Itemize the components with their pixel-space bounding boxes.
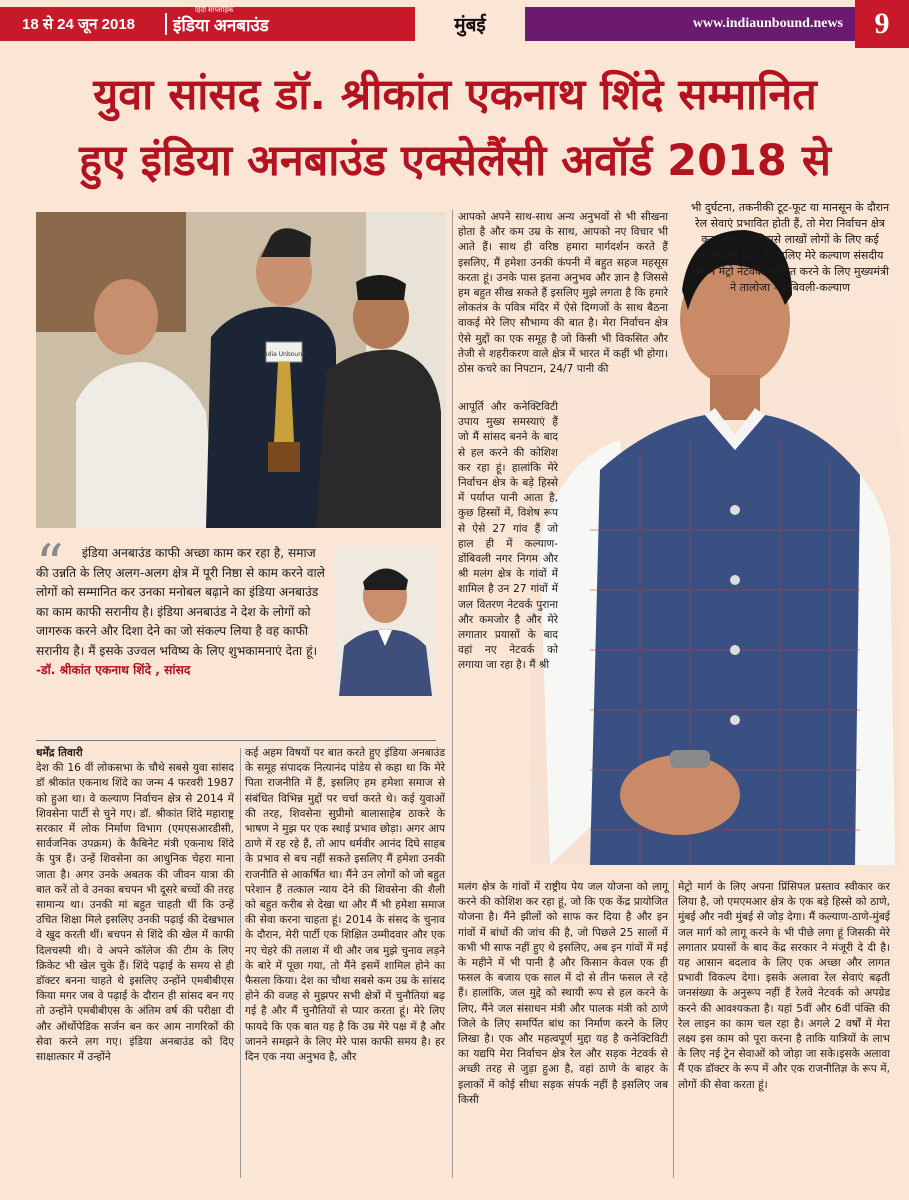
headline: [20, 62, 890, 194]
article-column-3-narrow: आपूर्ति और कनेक्टिविटी उपाय मुख्य समस्याएं हैं जो मैं सांसद बनने के बाद से हल करने की कोशिश कर रहा हूं। हालांकि मेरे निर्वाचन क्षेत्र के बड़े हिस्से में पर्याप्त पानी आता है, कुछ हिस्सों में, विशेष रूप से ऐसे 27 गांव हैं जो हाल ही में कल्याण-डोंबिवली नगर निगम और श्री मलंग क्षेत्र के गांवों में शामिल है उन 27 गांवों में जल वितरण नेटवर्क पुराना और कमजोर है और मेरे लगातार प्रयासों के बाद वहां नए नेटवर्क को लगाया जा रहा है। मैं श्री: [458, 401, 558, 672]
city-label: मुंबई: [415, 0, 525, 48]
page-number: 9: [855, 0, 909, 48]
article-column-3-bottom: मलंग क्षेत्र के गांवों में राष्ट्रीय पेय जल योजना को लागू करने की कोशिश कर रहा हूं, जो कि एक केंद्र प्रायोजित योजना है। मैंने झीलों को साफ कर दिया है और इन गांवों में बांधों की जांच की है, जो पिछले 25 सालों में कभी भी साफ नहीं हुए थे इसलिए, अब इन गांवों में मई के महीने में भी पानी है और किसान केवल एक ही फसल के बजाय एक साल में दो से तीन फसल ले रहे हैं। हालांकि, जल मुद्दे को स्थायी रूप से हल करने के लिए, मैंने जल संसाधन मंत्री और पालक मंत्री को ठाणे जिले के लिए समर्पित बांध का निर्माण करने के लिए लिखा है। एक और महत्वपूर्ण मुद्दा यह है कनेक्टिविटी का यद्यपि मेरा निर्वाचन क्षेत्र रेल और सड़क नेटवर्क से अच्छी तरह से जुड़ा हुआ है, वहां ठाणे के बाहर के इलाकों में कोई सीधा सड़क संपर्क नहीं है इसलिए जब किसी: [458, 881, 668, 1106]
quote-body: इंडिया अनबाउंड काफी अच्छा काम कर रहा है, समाज की उन्नति के लिए अलग-अलग क्षेत्र में पूरी निष्ठा से काम करने वाले लोगों को सम्मानित कर उनका मनोबल बढ़ाने का इंडिया अनबाउंड का काम काफी सरानीय है। इंडिया अनबाउंड ने देश के लोगों को जागरुक करने और दिशा देने का जो संकल्प लिया है वह काफी सरानीय है। मैं इसके उज्वल भविष्य के लिए शुभकामनाएं देता हूं।: [36, 546, 325, 658]
headline-line-2: हुए इंडिया अनबाउंड एक्सेलैंसी अवॉर्ड 2018 से: [79, 136, 831, 186]
award-photo-illustration: [36, 212, 446, 528]
page-header: [0, 0, 909, 48]
column-rule: [452, 210, 453, 1178]
brand-text: इंडिया अनबाउंड: [173, 15, 269, 35]
article-column-1: [36, 746, 234, 1065]
quote-signature: -डॉ. श्रीकांत एकनाथ शिंदे , सांसद: [36, 663, 191, 677]
award-group-photo: [36, 212, 446, 528]
website-link[interactable]: www.indiaunbound.news: [525, 7, 855, 41]
pull-quote: [36, 533, 326, 739]
quote-divider: [36, 740, 436, 741]
brand-tagline: हिंदी साप्ताहिक: [195, 6, 234, 14]
trophy-label: India Unbound: [262, 351, 306, 358]
brand-name: [173, 6, 269, 36]
article-column-4-bottom: मेट्रो मार्ग के लिए अपना प्रिंसिपल प्रस्ताव स्वीकार कर लिया है, जो एमएमआर क्षेत्र के एक बड़े हिस्से को ठाणे, मुंबई और नवी मुंबई से जोड़ देगा। मैं कल्याण-ठाणे-मुंबई जल मार्ग को लागू करने के भी पीछे लगा हूं जिसकी मेरे लगातार प्रयासों के बाद केंद्र सरकार ने मंजूरी दे दी है। यह आसान बदलाव के लिए एक अच्छा और लागत प्रभावी विकल्प देगा। इसके अलावा रेल सेवाएं बढ़ती जनसंख्या के अनुरूप नहीं हैं रेलवे नेटवर्क को अपग्रेड करने की आवश्यकता है। यहां 5वीं और 6वीं पंक्ति की रेल लाइन का काम चल रहा है। अगले 2 वर्षों में मेरा लक्ष्य इस काम को पूरा करना है ताकि यात्रियों के लाभ के लिए नई ट्रेन सेवाओं को जोड़ा जा सके।इसके अलावा मैं एक डॉक्टर के रूप में और एक राजनीतिज्ञ के रूप में, लोगों की सेवा करता हूं।: [678, 881, 890, 1091]
quote-mark-icon: “: [36, 533, 64, 596]
header-divider: [165, 13, 167, 35]
article-column-3-top: आपको अपने साथ-साथ अन्य अनुभवों से भी सीखना होता है और कम उम्र के साथ, आपको नए विचार भी आते हैं। साथ ही वरिष्ठ हमारा मार्गदर्शन करते हैं इसलिए, मैं हमेशा उनकी कंपनी में बहुत सहज महसूस करता हूं। उनके पास इतना अनुभव और ज्ञान है जिससे हम बहुत सीख सकते हैं इसलिए मुझे लगता है कि हमारे लोकतंत्र के पवित्र मंदिर में ऐसे दिग्गजों के साथ बैठना वाकई मेरे लिए सौभाग्य की बात है। मेरा निर्वाचन क्षेत्र ऐसे मुद्दों का एक समूह है जो किसी भी विकसित और तेजी से शहरीकरण वाले क्षेत्र में भारत में कहीं भी होगा। ठोस कचरे का निपटान, 24/7 पानी की: [458, 211, 668, 376]
column-rule: [673, 880, 674, 1178]
quote-text: [36, 544, 326, 681]
inset-portrait-illustration: [334, 546, 436, 696]
article-column-4-top: भी दुर्घटना, तकनीकी टूट-फूट या मानसून के दौरान रेल सेवाएं प्रभावित होती हैं, तो मेरा निर्वाचन क्षेत्र कट जाता है, जिससे लाखों लोगों के लिए कई कठिनाइयां होती हैं इसलिए मेरे कल्याण संसदीय क्षेत्र में मेट्रो नेटवर्क स्थापित करने के लिए मुख्यमंत्री ने तालोजा - डोंबिवली-कल्याण: [690, 201, 890, 294]
author-name: धर्मेंद्र तिवारी: [36, 747, 83, 759]
headline-line-1: युवा सांसद डॉ. श्रीकांत एकनाथ शिंदे सम्मानित: [93, 70, 817, 120]
issue-date: 18 से 24 जून 2018: [22, 16, 136, 33]
header-red-bar: [0, 7, 415, 41]
inset-portrait-photo: [334, 546, 436, 696]
article-column-2: कई अहम विषयों पर बात करते हुए इंडिया अनबाउंड के समूह संपादक नित्यानंद पांडेय से कहा था कि मेरे पिता राजनीति में हैं, इसलिए हम हमेशा समाज से संबंधित विभिन्न मुद्दों पर चर्चा करते थे। कई युवाओं की तरह, शिवसेना सुप्रीमो बालासाहेब ठाकरे के भाषण ने मुझ पर एक स्थाई प्रभाव छोड़ा। अगर आप ठाणे में रह रहे हैं, तो आप धर्मवीर आनंद दिघे साहब के प्रभाव से बच नहीं सकते इसलिए मैं हमेशा उनकी राजनीति से आकर्षित था। मैंने उन लोगों को जो बहुत परेशान हैं तत्काल न्याय देने की शिवसेना की शैली को बहुत करीब से देखा था और मैं भी हमेशा समाज की सेवा करना चाहता हूं। 2014 के संसद के चुनाव के दौरान, मेरी पार्टी एक शिक्षित उम्मीदवार और एक नए चेहरे की तलाश में थी और जब मुझे चुनाव लड़ने के बारे में पूछा गया, तो मैंने इसमें शामिल होने का फैसला किया। देश का चौथा सबसे कम उम्र के सांसद होने की वजह से मुझपर सभी क्षेत्रों में चुनौतियां बढ़ गई है और मैं चुनौतियों से प्यार करता हूं। मेरे लिए फायदे कि एक बात यह है कि उम्र मेरे पक्ष में है और जानने समझने के लिए मेरे पास काफी समय है। हर दिन एक नया अनुभव है, और: [245, 747, 445, 1064]
column-rule: [240, 748, 241, 1178]
article-text-1: देश की 16 वीं लोकसभा के चौथे सबसे युवा सांसद डॉ श्रीकांत एकनाथ शिंदे का जन्म 4 फरवरी 1987 को हुआ था। वे कल्याण निर्वाचन क्षेत्र से 2014 में शिवसेना पार्टी से चुने गए। डॉ. श्रीकांत शिंदे महाराष्ट्र सरकार में लोक निर्माण विभाग (एमएसआरडीसी, सार्वजनिक उपक्रम) के कैबिनेट मंत्री एकनाथ शिंदे के पुत्र हैं। उन्हें शिवसेना का आधुनिक चेहरा माना जाता है। अगर उनके अबतक की जीवन यात्रा की बात करें तो वे उनका बचपन भी दूसरे बच्चों की तरह सामान्य था। उनकी मां बहुत चाहती थीं कि उन्हें उचित शिक्षा मिले इसलिए उनकी पढ़ाई की देखभाल वे खुद करती थीं। बचपन से शिंदे की खेल में काफी दिलचस्पी थी। वे अपने कॉलेज की टीम के लिए क्रिकेट भी खेल चुके हैं। शिंदे पढ़ाई के समय से ही डॉक्टर बनना चाहते थे इसलिए उन्होंने एमबीबीएस किया मगर जब वे पढ़ाई के दौरान ही सांसद बन गए तो उन्होंने एमबीबीएस के अंतिम वर्ष की परीक्षा दी और ऑर्थोपेडिक सर्जन बन कर आम नागरिकों की सेवा करने लग गए। इंडिया अनबाउंड को दिए साक्षात्कार में उन्होंने: [36, 762, 234, 1064]
